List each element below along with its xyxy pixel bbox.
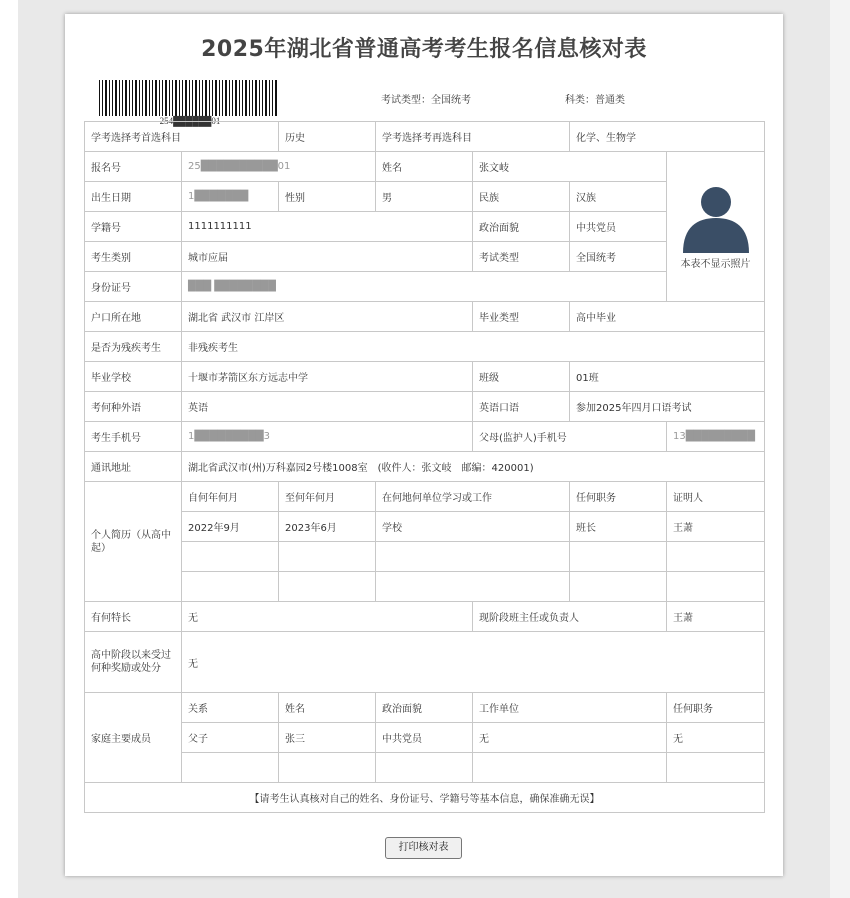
resume-cell <box>182 542 279 572</box>
second-subject-value: 化学、生物学 <box>570 122 765 152</box>
ethnic-label: 民族 <box>473 182 570 212</box>
family-row <box>85 723 765 753</box>
hukou-row <box>85 302 765 332</box>
resume-cell <box>376 542 570 572</box>
name-value: 张文岐 <box>473 152 667 182</box>
family-row <box>85 753 765 783</box>
family-header-cell: 任何职务 <box>667 693 765 723</box>
hukou-value: 湖北省 武汉市 江岸区 <box>182 302 473 332</box>
lang-row <box>85 392 765 422</box>
photo-note: 本表不显示照片 <box>680 259 751 270</box>
resume-header-cell: 在何地何单位学习或工作 <box>376 482 570 512</box>
verification-sheet <box>65 14 783 876</box>
first-subject-value: 历史 <box>279 122 376 152</box>
reg-no-label: 报名号 <box>85 152 182 182</box>
school-row <box>85 362 765 392</box>
notice: 【请考生认真核对自己的姓名、身份证号、学籍号等基本信息，确保准确无误】 <box>85 783 765 813</box>
awards-value: 无 <box>182 632 765 693</box>
category-label: 考生类别 <box>85 242 182 272</box>
family-cell <box>279 753 376 783</box>
avatar-placeholder-icon <box>681 183 751 253</box>
family-header-cell: 关系 <box>182 693 279 723</box>
resume-header-cell: 任何职务 <box>570 482 667 512</box>
resume-cell: 班长 <box>570 512 667 542</box>
family-cell <box>473 753 667 783</box>
page-title: 2025年湖北省普通高考考生报名信息核对表 <box>201 37 647 62</box>
resume-header-row <box>85 482 765 512</box>
political-value: 中共党员 <box>570 212 667 242</box>
page-left-margin <box>0 0 18 898</box>
subject-type-meta: 科类：普通类 <box>565 95 625 106</box>
awards-label: 高中阶段以来受过何种奖励或处分 <box>85 632 182 693</box>
notice-row <box>85 783 765 813</box>
ethnic-value: 汉族 <box>570 182 667 212</box>
resume-label: 个人简历（从高中起） <box>85 482 182 602</box>
gender-label: 性别 <box>279 182 376 212</box>
subjects-row <box>85 122 765 152</box>
gender-value: 男 <box>376 182 473 212</box>
name-label: 姓名 <box>376 152 473 182</box>
resume-row <box>85 572 765 602</box>
resume-cell <box>182 572 279 602</box>
family-cell <box>182 753 279 783</box>
barcode-number: 254██████01 <box>159 116 221 126</box>
page-scrollbar-track <box>830 0 850 898</box>
family-cell: 中共党员 <box>376 723 473 753</box>
birth-value: 1███████ <box>182 182 279 212</box>
family-cell: 无 <box>667 723 765 753</box>
reg-no-value: 25██████████01 <box>182 152 376 182</box>
family-header-cell: 政治面貌 <box>376 693 473 723</box>
grad-type-label: 毕业类型 <box>473 302 570 332</box>
teacher-label: 现阶段班主任或负责人 <box>473 602 667 632</box>
resume-cell: 2023年6月 <box>279 512 376 542</box>
awards-row <box>85 632 765 693</box>
hukou-label: 户口所在地 <box>85 302 182 332</box>
first-subject-label: 学考选择考首选科目 <box>85 122 279 152</box>
resume-cell <box>667 572 765 602</box>
resume-cell <box>376 572 570 602</box>
address-row <box>85 452 765 482</box>
resume-cell <box>279 542 376 572</box>
resume-header-cell: 至何年何月 <box>279 482 376 512</box>
family-cell: 父子 <box>182 723 279 753</box>
political-label: 政治面貌 <box>473 212 570 242</box>
teacher-value: 王萧 <box>667 602 765 632</box>
resume-cell: 学校 <box>376 512 570 542</box>
resume-cell: 2022年9月 <box>182 512 279 542</box>
exam-type-value: 全国统考 <box>570 242 667 272</box>
family-header-cell: 姓名 <box>279 693 376 723</box>
talent-value: 无 <box>182 602 473 632</box>
family-cell: 张三 <box>279 723 376 753</box>
talent-label: 有何特长 <box>85 602 182 632</box>
resume-row <box>85 512 765 542</box>
resume-header-cell: 自何年何月 <box>182 482 279 512</box>
disabled-value: 非残疾考生 <box>182 332 765 362</box>
resume-header-cell: 证明人 <box>667 482 765 512</box>
resume-cell: 王萧 <box>667 512 765 542</box>
family-header-row <box>85 693 765 723</box>
parent-phone-value: 13█████████ <box>667 422 765 452</box>
family-cell <box>376 753 473 783</box>
resume-cell <box>279 572 376 602</box>
id-row <box>85 272 765 302</box>
exam-type-label: 考试类型 <box>473 242 570 272</box>
second-subject-label: 学考选择考再选科目 <box>376 122 570 152</box>
parent-phone-label: 父母(监护人)手机号 <box>473 422 667 452</box>
class-label: 班级 <box>473 362 570 392</box>
grad-type-value: 高中毕业 <box>570 302 765 332</box>
address-value: 湖北省武汉市(州)万科嘉园2号楼1008室 (收件人：张文岐 邮编：420001) <box>182 452 765 482</box>
photo-cell <box>667 152 765 302</box>
talent-row <box>85 602 765 632</box>
resume-row <box>85 542 765 572</box>
address-label: 通讯地址 <box>85 452 182 482</box>
student-no-label: 学籍号 <box>85 212 182 242</box>
category-row <box>85 242 765 272</box>
family-cell <box>667 753 765 783</box>
phone-value: 1█████████3 <box>182 422 473 452</box>
id-value: ███ ████████ <box>182 272 667 302</box>
family-cell: 无 <box>473 723 667 753</box>
phone-label: 考生手机号 <box>85 422 182 452</box>
print-button[interactable]: 打印核对表 <box>385 837 462 859</box>
student-no-value: 1111111111 <box>182 212 473 242</box>
info-table <box>84 121 765 813</box>
oral-label: 英语口语 <box>473 392 570 422</box>
barcode-bars <box>99 80 281 116</box>
resume-cell <box>570 542 667 572</box>
birth-label: 出生日期 <box>85 182 182 212</box>
oral-value: 参加2025年四月口语考试 <box>570 392 765 422</box>
resume-cell <box>570 572 667 602</box>
birth-row <box>85 182 765 212</box>
class-value: 01班 <box>570 362 765 392</box>
school-value: 十堰市茅箭区东方远志中学 <box>182 362 473 392</box>
id-label: 身份证号 <box>85 272 182 302</box>
family-header-cell: 工作单位 <box>473 693 667 723</box>
category-value: 城市应届 <box>182 242 473 272</box>
lang-label: 考何种外语 <box>85 392 182 422</box>
disabled-row <box>85 332 765 362</box>
phone-row <box>85 422 765 452</box>
student-no-row <box>85 212 765 242</box>
exam-type-meta: 考试类型：全国统考 <box>381 95 471 106</box>
resume-cell <box>667 542 765 572</box>
family-label: 家庭主要成员 <box>85 693 182 783</box>
disabled-label: 是否为残疾考生 <box>85 332 182 362</box>
school-label: 毕业学校 <box>85 362 182 392</box>
reg-row <box>85 152 765 182</box>
lang-value: 英语 <box>182 392 473 422</box>
